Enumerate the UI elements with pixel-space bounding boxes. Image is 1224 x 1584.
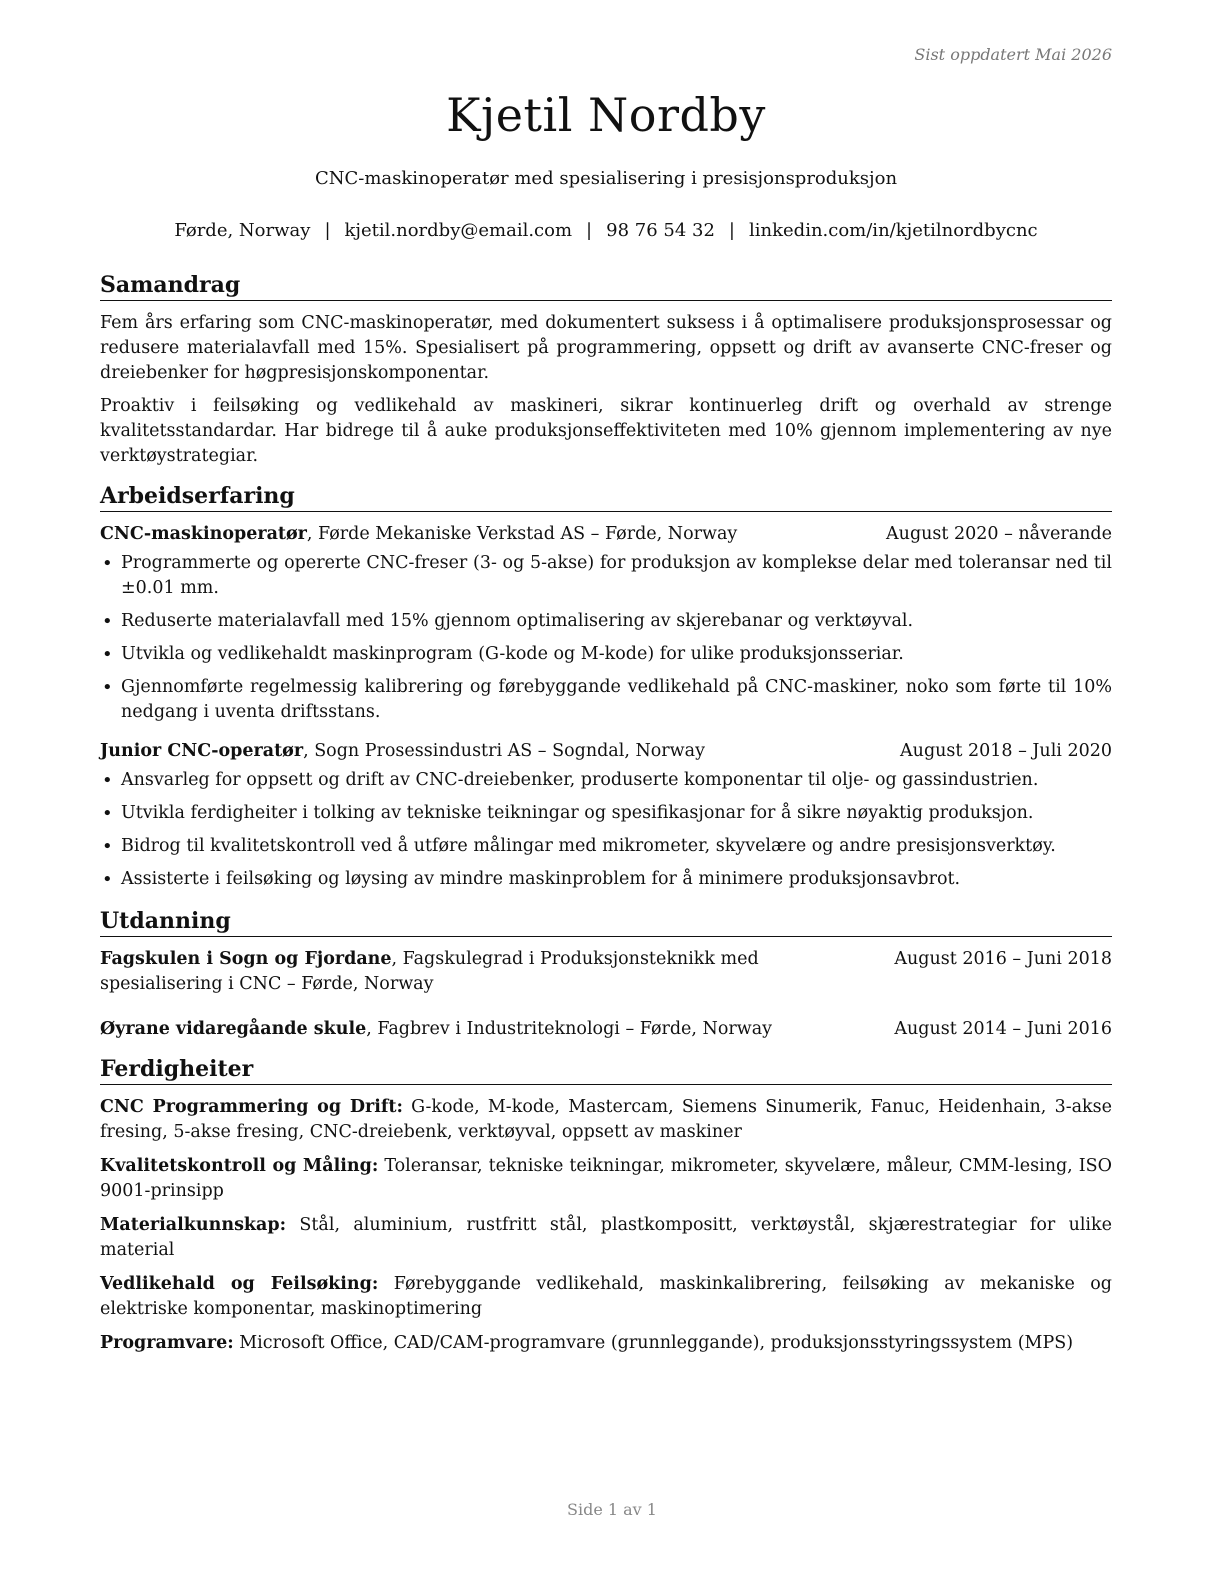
education-entry <box>100 1017 1112 1042</box>
education-section <box>100 906 1112 1042</box>
skill-row <box>100 1331 1112 1356</box>
education-entry <box>100 947 1112 997</box>
list-item: • Programmerte og opererte CNC-freser (3- og 5-akse) for produksjon av komplekse delar med toleransar ned til ±0.01 mm. <box>100 551 1112 601</box>
education-detail: , Fagskulegrad i Produksjonsteknikk med spesialisering i CNC – Førde, Norway <box>100 949 759 994</box>
summary-paragraph: Fem års erfaring som CNC-maskinoperatør, med dokumentert suksess i å optimalisere produksjonsprosessar og redusere materialavfall med 15%. Spesialisert på programmering, oppsett og drift av avanserte CNC-freser og dreiebenker for høgpresisjonskomponentar. <box>100 313 1112 383</box>
list-item: • Assisterte i feilsøking og løysing av mindre maskinproblem for å minimere produksjonsavbrot. <box>100 867 1112 892</box>
education-date: August 2016 – Juni 2018 <box>894 949 1112 969</box>
job-employer: , Sogn Prosessindustri AS – Sogndal, Norway <box>303 741 705 761</box>
skill-label: Vedlikehald og Feilsøking: <box>100 1274 379 1294</box>
skill-text: Førebyggande vedlikehald, maskinkalibrering, feilsøking av mekaniske og elektriske komponentar, maskinoptimering <box>100 1274 1113 1319</box>
education-detail: , Fagbrev i Industriteknologi – Førde, Norway <box>366 1019 773 1039</box>
education-date: August 2014 – Juni 2016 <box>894 1019 1112 1039</box>
section-heading-experience: Arbeidserfaring <box>100 481 1112 512</box>
job-header <box>100 739 1112 764</box>
contact-line <box>100 220 1112 241</box>
education-school: Øyrane vidaregåande skule <box>100 1019 367 1039</box>
experience-section <box>100 481 1112 892</box>
skill-label: Materialkunnskap: <box>100 1215 287 1235</box>
contact-location: Førde, Norway <box>174 220 311 241</box>
job-entry <box>100 522 1112 725</box>
skill-label: Programvare: <box>100 1333 234 1353</box>
contact-separator: | <box>324 220 331 241</box>
skill-text: Toleransar, tekniske teikningar, mikrometer, skyvelære, måleur, CMM-lesing, ISO 9001-prinsipp <box>100 1156 1112 1201</box>
skills-section <box>100 1054 1112 1356</box>
resume-content <box>100 270 1112 1368</box>
job-bullets <box>100 768 1112 892</box>
section-heading-skills: Ferdigheiter <box>100 1054 1112 1085</box>
list-item: • Gjennomførte regelmessig kalibrering og førebyggande vedlikehald på CNC-maskiner, noko som førte til 10% nedgang i uventa driftsstans. <box>100 675 1112 725</box>
job-header <box>100 522 1112 547</box>
contact-phone: 98 76 54 32 <box>606 220 715 241</box>
job-bullets <box>100 551 1112 725</box>
job-title: CNC-maskinoperatør <box>100 524 307 544</box>
list-item: • Utvikla ferdigheiter i tolking av tekniske teikningar og spesifikasjonar for å sikre nøyaktig produksjon. <box>100 801 1112 826</box>
summary-section <box>100 270 1112 469</box>
skill-text: Microsoft Office, CAD/CAM-programvare (grunnleggande), produksjonsstyringssystem (MPS) <box>233 1333 1074 1353</box>
list-item: • Reduserte materialavfall med 15% gjennom optimalisering av skjerebanar og verktøyval. <box>100 609 1112 634</box>
list-item: • Ansvarleg for oppsett og drift av CNC-dreiebenker, produserte komponentar til olje- og gassindustrien. <box>100 768 1112 793</box>
skill-label: CNC Programmering og Drift: <box>100 1097 403 1117</box>
list-item: • Bidrog til kvalitetskontroll ved å utføre målingar med mikrometer, skyvelære og andre presisjonsverktøy. <box>100 834 1112 859</box>
contact-separator: | <box>586 220 593 241</box>
skill-row <box>100 1095 1112 1145</box>
job-entry <box>100 739 1112 892</box>
skill-row <box>100 1213 1112 1263</box>
candidate-name: Kjetil Nordby <box>446 88 766 142</box>
education-school: Fagskulen i Sogn og Fjordane <box>100 949 392 969</box>
job-date: August 2020 – nåverande <box>886 524 1112 544</box>
contact-separator: | <box>728 220 735 241</box>
skill-row <box>100 1272 1112 1322</box>
page-footer: Side 1 av 1 <box>567 1500 657 1519</box>
candidate-subtitle: CNC-maskinoperatør med spesialisering i presisjonsproduksjon <box>314 168 898 189</box>
skill-row <box>100 1154 1112 1204</box>
job-employer: , Førde Mekaniske Verkstad AS – Førde, Norway <box>306 524 738 544</box>
last-updated: Sist oppdatert Mai 2026 <box>914 45 1112 64</box>
job-title: Junior CNC-operatør <box>100 741 304 761</box>
skill-text: G-kode, M-kode, Mastercam, Siemens Sinumerik, Fanuc, Heidenhain, 3-akse fresing, 5-akse fresing, CNC-dreiebenk, verktøyval, oppsett av maskiner <box>100 1097 1112 1142</box>
skill-label: Kvalitetskontroll og Måling: <box>100 1156 379 1176</box>
section-heading-education: Utdanning <box>100 906 1112 937</box>
summary-paragraph: Proaktiv i feilsøking og vedlikehald av maskineri, sikrar kontinuerleg drift og overhald av strenge kvalitetsstandardar. Har bidrege til å auke produksjonseffektiviteten med 10% gjennom implementering av nye verktøystrategiar. <box>100 396 1112 466</box>
section-heading-summary: Samandrag <box>100 270 1112 301</box>
contact-email[interactable]: kjetil.nordby@email.com <box>344 220 573 241</box>
job-date: August 2018 – Juli 2020 <box>900 741 1112 761</box>
skill-text: Stål, aluminium, rustfritt stål, plastkompositt, verktøystål, skjærestrategiar for ulike material <box>100 1215 1112 1260</box>
list-item: • Utvikla og vedlikehaldt maskinprogram (G-kode og M-kode) for ulike produksjonsseriar. <box>100 642 1112 667</box>
contact-linkedin[interactable]: linkedin.com/in/kjetilnordbycnc <box>749 220 1038 241</box>
